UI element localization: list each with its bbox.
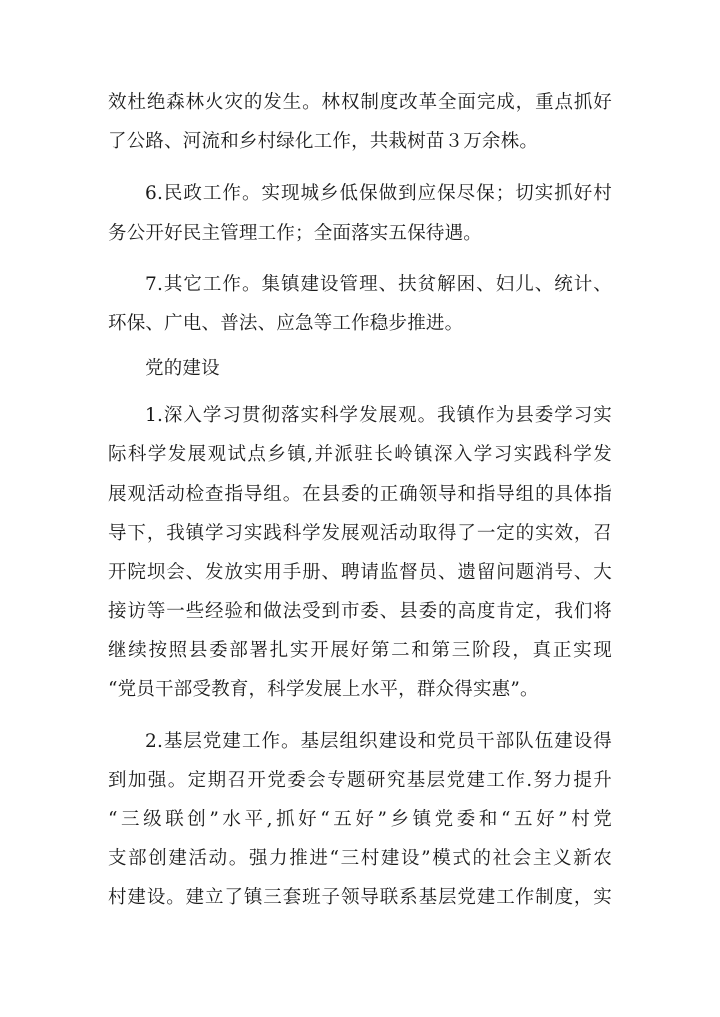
paragraph-line: 开院坝会、发放实用手册、聘请监督员、遗留问题消号、大 [108,562,612,583]
paragraph-line: 了公路、河流和乡村绿化工作，共栽树苗３万余株。 [108,131,539,152]
paragraph-line: 接访等一些经验和做法受到市委、县委的高度肯定，我们将 [108,601,612,622]
paragraph-line: 展观活动检查指导组。在县委的正确领导和指导组的具体指 [108,484,612,505]
paragraph-line: 效杜绝森林火灾的发生。林权制度改革全面完成，重点抓好 [108,92,612,113]
paragraph-line: 村建设。建立了镇三套班子领导联系基层党建工作制度，实 [108,887,612,908]
paragraph-line: 导下，我镇学习实践科学发展观活动取得了一定的实效，召 [108,523,612,544]
paragraph-line: 际科学发展观试点乡镇,并派驻长岭镇深入学习实践科学发 [108,444,612,465]
paragraph-line: 2.基层党建工作。基层组织建设和党员干部队伍建设得 [145,731,612,752]
paragraph-line: 继续按照县委部署扎实开展好第二和第三阶段，真正实现 [108,640,612,661]
section-heading: 党的建设 [145,358,220,379]
paragraph-line: 务公开好民主管理工作；全面落实五保待遇。 [108,223,483,244]
paragraph-line: “党员干部受教育，科学发展上水平，群众得实惠”。 [108,679,539,700]
paragraph-line: 6.民政工作。实现城乡低保做到应保尽保；切实抓好村 [145,183,612,204]
paragraph-line: 环保、广电、普法、应急等工作稳步推进。 [108,313,464,334]
paragraph-line: 7.其它工作。集镇建设管理、扶贫解困、妇儿、统计、 [145,274,612,295]
paragraph-line: 支部创建活动。强力推进“三村建设”模式的社会主义新农 [108,848,612,869]
paragraph-line: 1.深入学习贯彻落实科学发展观。我镇作为县委学习实 [145,405,612,426]
paragraph-line: 到加强。定期召开党委会专题研究基层党建工作.努力提升 [108,770,612,791]
paragraph-line: “三级联创”水平,抓好“五好”乡镇党委和“五好”村党 [108,809,612,830]
